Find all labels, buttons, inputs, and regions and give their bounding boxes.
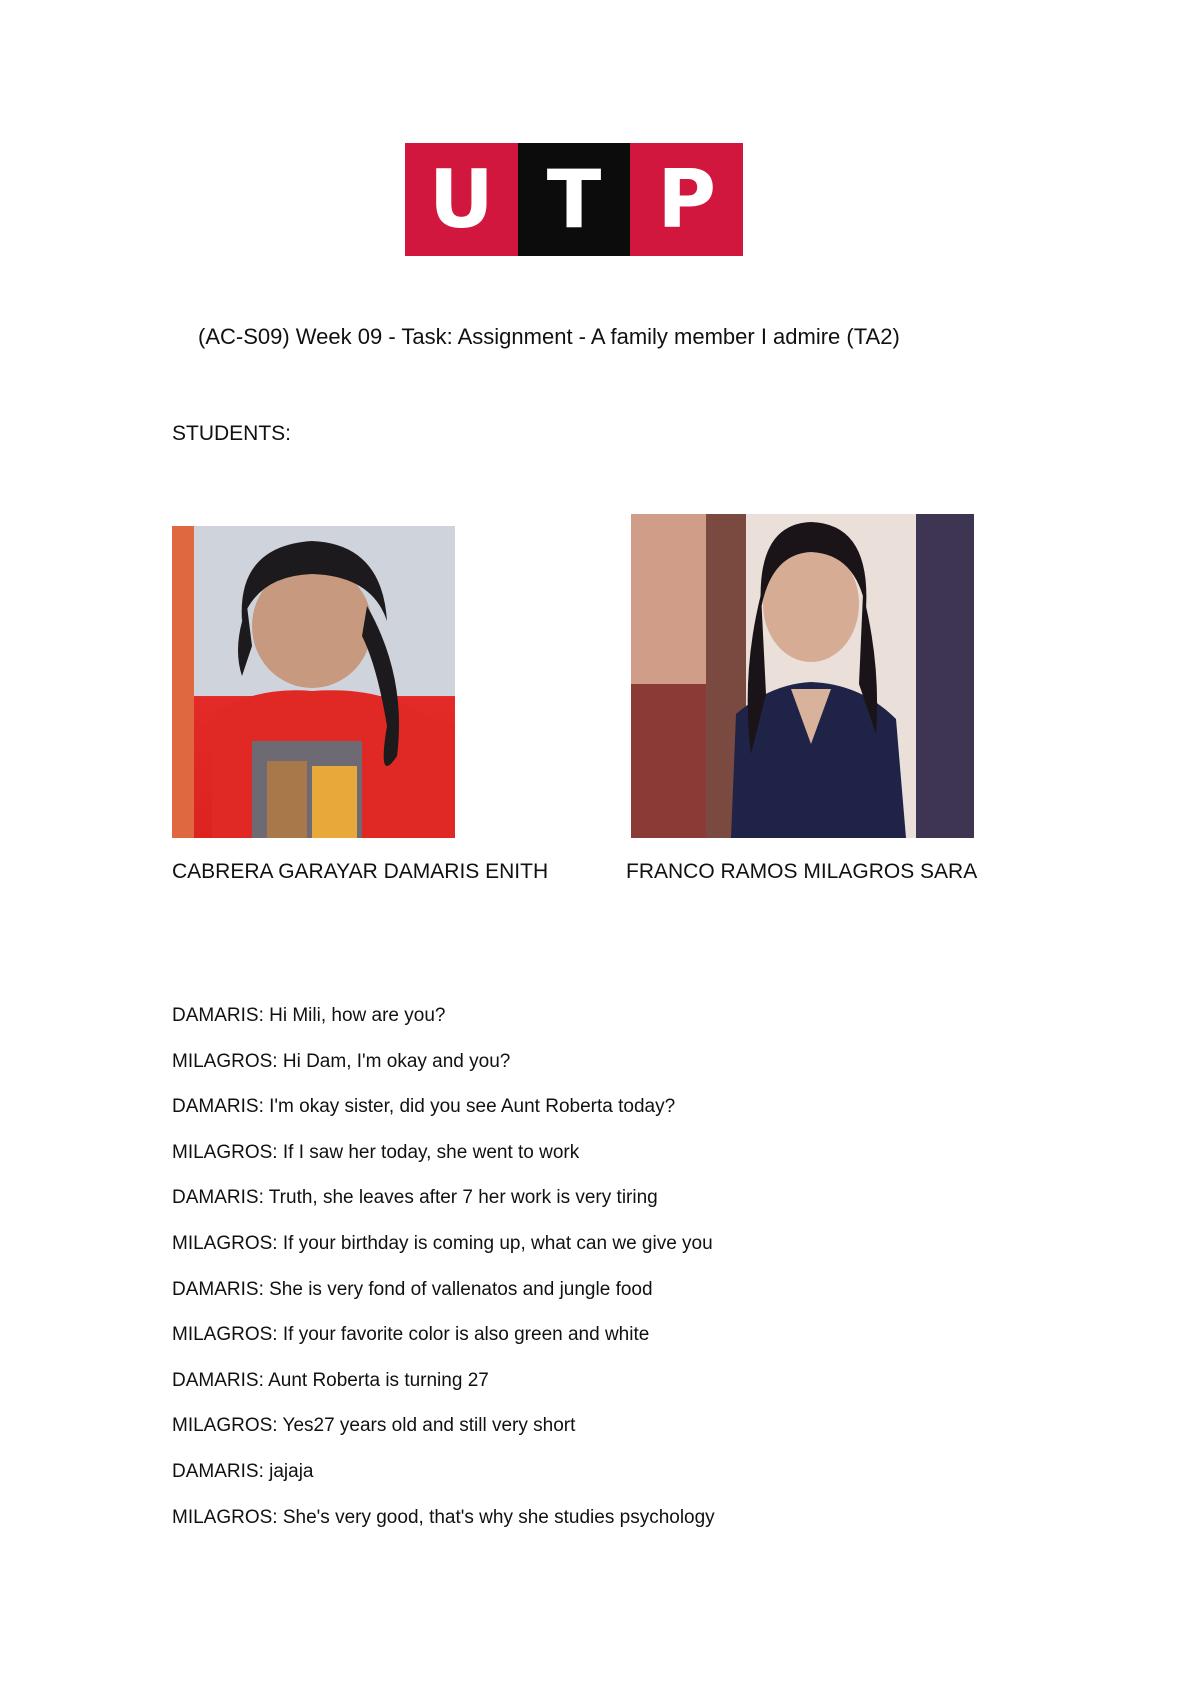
dialogue-line: MILAGROS: She's very good, that's why she studies psychology	[172, 1506, 715, 1528]
dialogue-line: DAMARIS: Hi Mili, how are you?	[172, 1005, 446, 1026]
dialogue-line: MILAGROS: Hi Dam, I'm okay and you?	[172, 1050, 511, 1072]
logo-letter-u: U	[405, 143, 518, 256]
utp-logo	[405, 143, 743, 256]
student-photo-2	[631, 514, 974, 838]
dialogue-line: MILAGROS: If your birthday is coming up, what can we give you	[172, 1232, 713, 1254]
portrait-image-1	[172, 526, 455, 838]
dialogue-line: MILAGROS: Yes27 years old and still very short	[172, 1415, 576, 1437]
student-name-2: FRANCO RAMOS MILAGROS SARA	[626, 860, 978, 883]
dialogue-line: DAMARIS: She is very fond of vallenatos and jungle food	[172, 1278, 653, 1300]
dialogue-line: DAMARIS: Aunt Roberta is turning 27	[172, 1369, 489, 1391]
dialogue-line: DAMARIS: I'm okay sister, did you see Aunt Roberta today?	[172, 1096, 676, 1118]
students-label: STUDENTS:	[172, 422, 292, 445]
logo-letter-p: P	[630, 143, 743, 256]
logo-letter-t: T	[518, 143, 631, 256]
dialogue	[172, 1004, 1072, 1551]
dialogue-line: DAMARIS: Truth, she leaves after 7 her work is very tiring	[172, 1187, 658, 1209]
dialogue-line: DAMARIS: jajaja	[172, 1460, 314, 1482]
dialogue-line: MILAGROS: If I saw her today, she went to work	[172, 1141, 580, 1163]
portrait-image-2	[631, 514, 974, 838]
dialogue-line: MILAGROS: If your favorite color is also green and white	[172, 1324, 650, 1346]
student-name-1: CABRERA GARAYAR DAMARIS ENITH	[172, 860, 549, 883]
student-photo-1	[172, 526, 455, 838]
document-title: (AC-S09) Week 09 - Task: Assignment - A family member I admire (TA2)	[198, 324, 900, 349]
